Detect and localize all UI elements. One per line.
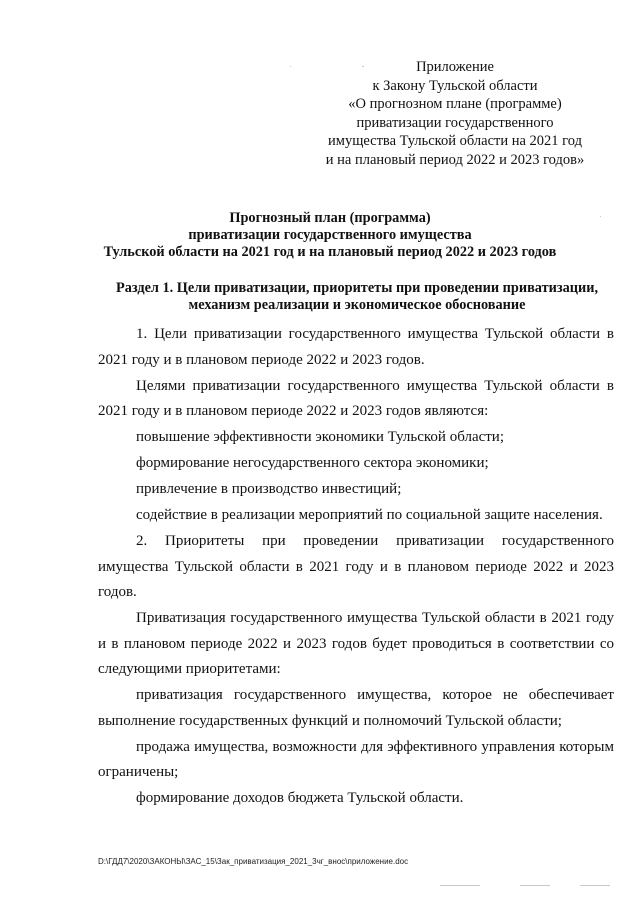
scan-artifact	[440, 885, 480, 886]
scan-artifact	[580, 885, 610, 886]
priority-item: продажа имущества, возможности для эффективного управления которым ограничены;	[98, 738, 614, 780]
priority-item: приватизация государственного имущества, которое не обеспечивает выполнение государственных функций и полномочий Тульской области;	[98, 687, 614, 729]
file-path-footer: D:\ГДД7\2020\ЗАКОНЫ\ЗАС_15\Зак_приватизация_2021_3чг_внос\приложение.doc	[98, 857, 409, 866]
appendix-line: приватизации государственного	[356, 114, 554, 131]
paragraph-priorities-heading: 2. Приоритеты при проведении приватизации государственного имущества Тульской области в 2021 году и в плановом периоде 2022 и 2023 годов.	[98, 533, 614, 600]
title-line: Прогнозный план (программа)	[229, 210, 431, 226]
section-heading-line: Раздел 1. Цели приватизации, приоритеты при проведении приватизации,	[115, 280, 599, 296]
document-body	[98, 322, 614, 812]
goal-item: содействие в реализации мероприятий по социальной защите населения.	[136, 507, 603, 523]
paragraph-priorities-intro: Приватизация государственного имущества Тульской области в 2021 году и в плановом периоде 2022 и 2023 годов будет проводиться в соответствии со следующими приоритетами:	[98, 610, 614, 677]
paragraph-goals-heading: 1. Цели приватизации государственного имущества Тульской области в 2021 году и в плановом периоде 2022 и 2023 годов.	[98, 326, 614, 368]
goal-item: повышение эффективности экономики Тульской области;	[136, 429, 505, 445]
section-heading-line: механизм реализации и экономическое обоснование	[188, 297, 526, 313]
scan-artifact	[362, 66, 364, 67]
title-line: приватизации государственного имущества	[188, 227, 472, 243]
appendix-line: имущества Тульской области на 2021 год	[328, 133, 582, 149]
scan-artifact	[290, 66, 291, 67]
appendix-header	[300, 58, 610, 169]
goal-item: привлечение в производство инвестиций;	[136, 481, 402, 497]
appendix-line: «О прогнозном плане (программе)	[348, 96, 562, 112]
section-heading	[92, 280, 622, 314]
appendix-line: к Закону Тульской области	[372, 77, 538, 94]
priority-item: формирование доходов бюджета Тульской области.	[136, 790, 464, 806]
appendix-line: Приложение	[416, 59, 494, 75]
title-line: Тульской области на 2021 год и на плановый период 2022 и 2023 годов	[103, 244, 557, 260]
appendix-line: и на плановый период 2022 и 2023 годов»	[325, 151, 585, 168]
paragraph-goals-intro: Целями приватизации государственного имущества Тульской области в 2021 году и в плановом периоде 2022 и 2023 годов являются:	[98, 377, 614, 419]
goal-item: формирование негосударственного сектора экономики;	[136, 455, 489, 471]
scan-artifact	[600, 216, 601, 217]
scan-artifact	[520, 885, 550, 886]
document-title	[60, 210, 600, 261]
